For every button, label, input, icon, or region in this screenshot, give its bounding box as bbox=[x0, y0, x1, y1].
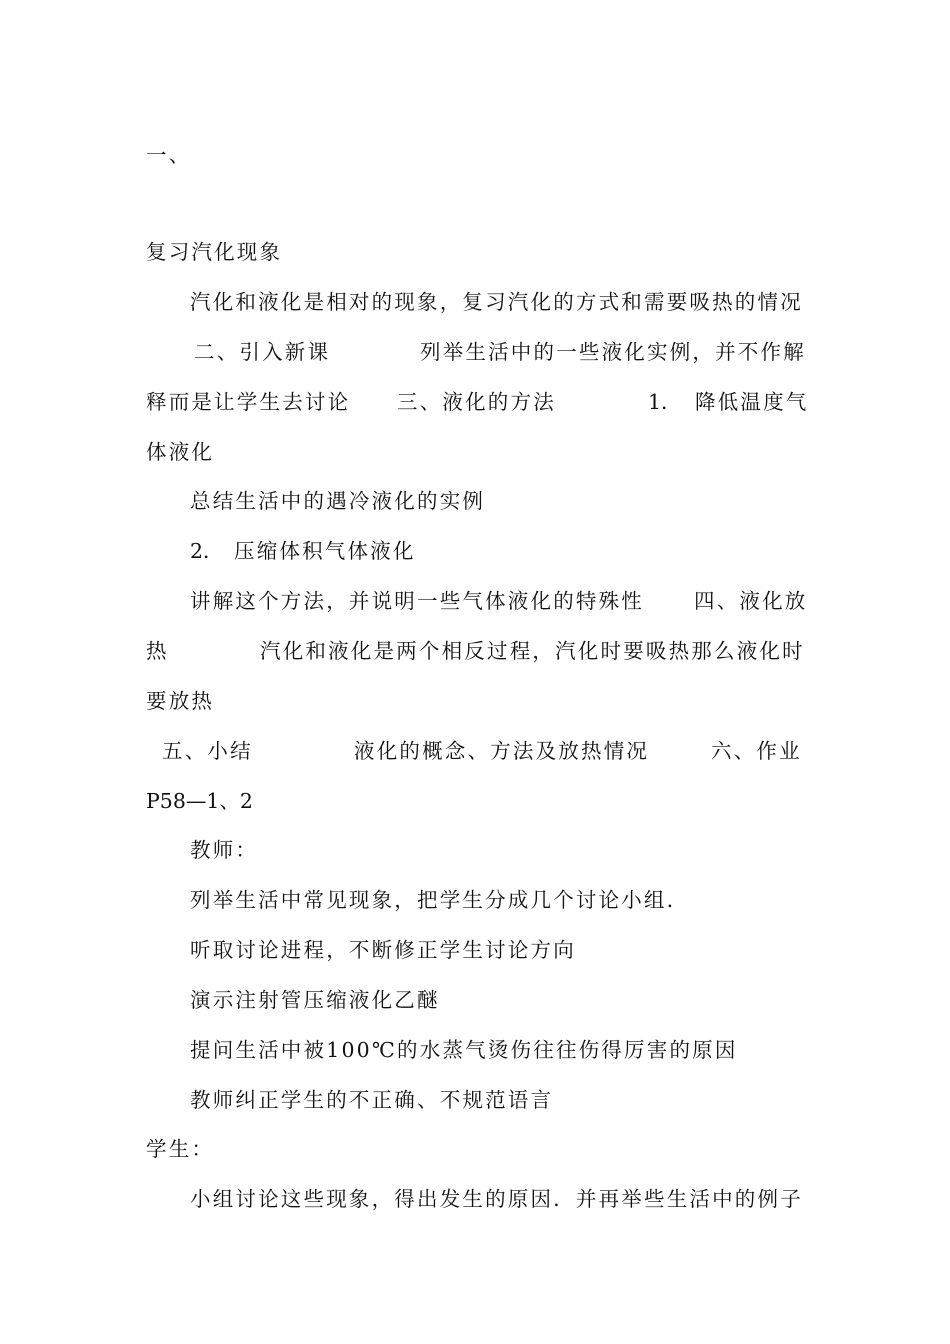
heading-liquefaction-heat: 四、液化放 bbox=[694, 589, 808, 613]
text-release-heat: 要放热 bbox=[146, 689, 215, 713]
label-student: 学生： bbox=[146, 1137, 215, 1161]
text-heat-char: 热 bbox=[146, 639, 169, 663]
heading-liquefaction-methods: 三、液化的方法 bbox=[397, 390, 556, 414]
text-gas-liquefaction: 体液化 bbox=[146, 440, 215, 464]
student-activity-1: 小组讨论这些现象，得出发生的原因．并再举些生活中的例子 bbox=[190, 1187, 803, 1211]
teacher-activity-1: 列举生活中常见现象，把学生分成几个讨论小组． bbox=[190, 888, 690, 912]
text-opposite-processes: 汽化和液化是两个相反过程，汽化时要吸热那么液化时 bbox=[260, 639, 805, 663]
teacher-activity-3: 演示注射管压缩液化乙醚 bbox=[190, 988, 440, 1012]
heading-summary: 五、小结 bbox=[162, 739, 253, 763]
heading-homework: 六、作业 bbox=[711, 739, 802, 763]
teacher-activity-2: 听取讨论进程，不断修正学生讨论方向 bbox=[190, 938, 576, 962]
text-summary-content: 液化的概念、方法及放热情况 bbox=[354, 739, 650, 763]
text-compress-volume: 压缩体积气体液化 bbox=[234, 539, 416, 563]
item-number-2: 2． bbox=[190, 539, 224, 563]
text-cooling-examples: 总结生活中的遇冷液化的实例 bbox=[190, 489, 486, 513]
text-homework-pages: P58—1、2 bbox=[146, 789, 253, 813]
paragraph-vaporization-liquefaction: 汽化和液化是相对的现象，复习汽化的方式和需要吸热的情况 bbox=[190, 290, 803, 314]
item-number-1: 1． bbox=[648, 390, 682, 414]
teacher-activity-5: 教师纠正学生的不正确、不规范语言 bbox=[190, 1088, 554, 1112]
heading-review-vaporization: 复习汽化现象 bbox=[146, 240, 283, 264]
text-explain-method: 讲解这个方法，并说明一些气体液化的特殊性 bbox=[190, 589, 644, 613]
text-list-examples: 列举生活中的一些液化实例，并不作解 bbox=[420, 340, 806, 364]
heading-introduce-lesson: 二、引入新课 bbox=[194, 340, 331, 364]
label-teacher: 教师： bbox=[190, 838, 259, 862]
teacher-activity-4: 提问生活中被100℃的水蒸气烫伤往往伤得厉害的原因 bbox=[190, 1038, 738, 1062]
section-marker-one: 一、 bbox=[146, 143, 192, 167]
text-lower-temperature: 降低温度气 bbox=[695, 390, 809, 414]
text-student-discussion: 释而是让学生去讨论 bbox=[146, 390, 351, 414]
